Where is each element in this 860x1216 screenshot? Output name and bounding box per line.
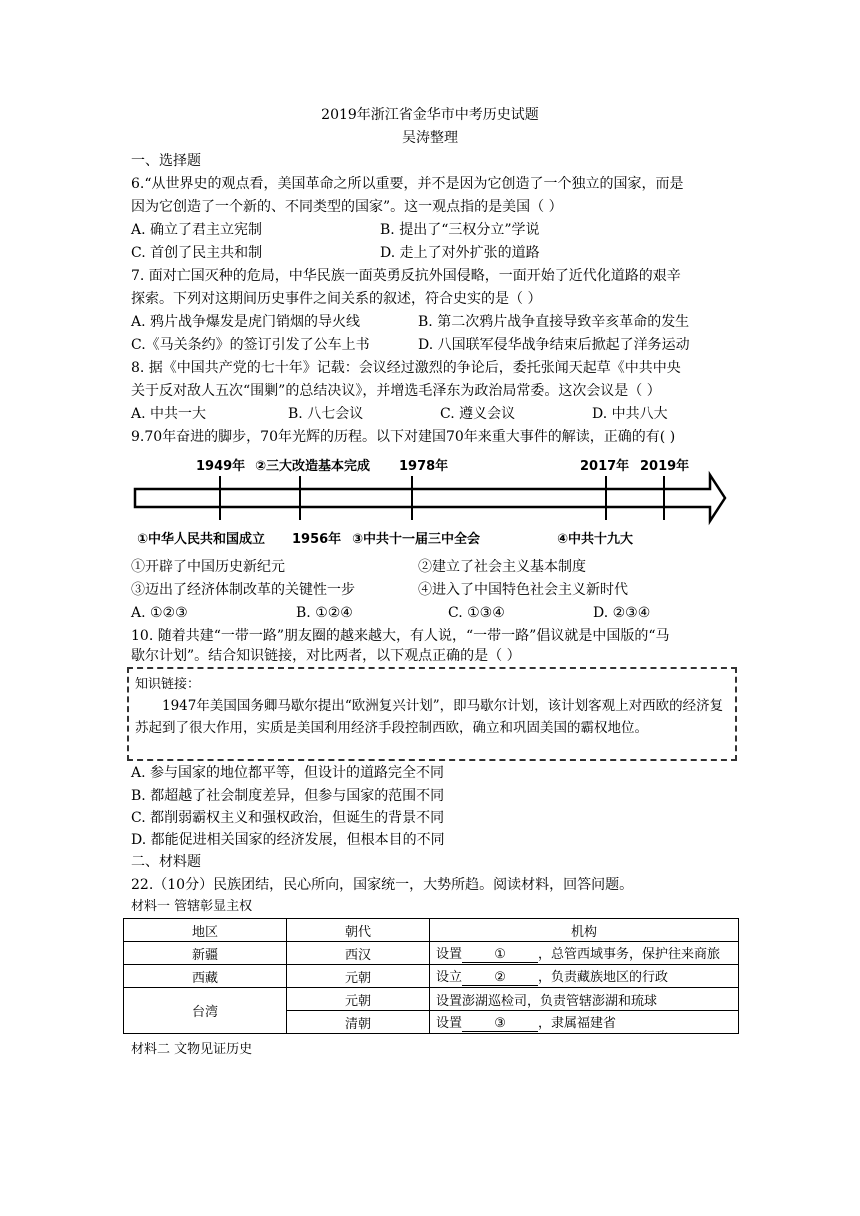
timeline-label-top: 1978年 xyxy=(399,459,449,474)
cell-text: ，负责藏族地区的行政 xyxy=(538,970,669,985)
option-b: B. 八七会议 xyxy=(288,406,364,422)
timeline-label-bottom: ①中华人民共和国成立 xyxy=(137,532,266,547)
material-1-heading: 材料一 管辖彰显主权 xyxy=(131,899,253,914)
cell-text: 设置 xyxy=(436,1016,463,1031)
section-heading: 二、材料题 xyxy=(131,854,201,870)
cell-text: ，隶属福建省 xyxy=(538,1016,617,1031)
section-heading: 一、选择题 xyxy=(131,153,201,169)
region-cell: 西藏 xyxy=(124,965,287,988)
question-10-text: 10. 随着共建“一带一路”朋友圈的越来越大，有人说，“一带一路”倡议就是中国版的“马 xyxy=(131,628,670,644)
cell-text: ，总管西域事务，保护往来商旅 xyxy=(538,947,721,962)
arrow-shape xyxy=(135,475,725,521)
material-table xyxy=(123,918,739,1034)
option-b: B. ①②④ xyxy=(296,605,353,621)
timeline-arrow xyxy=(130,470,730,526)
question-22-text: 22.（10分）民族团结，民心所向，国家统一，大势所趋。阅读材料，回答问题。 xyxy=(131,877,634,893)
answer-blank: ② xyxy=(462,970,538,986)
option-b: B. 提出了“三权分立”学说 xyxy=(380,222,540,238)
timeline-label-top: 2017年 xyxy=(580,459,630,474)
institution-cell: 设置澎湖巡检司，负责管辖澎湖和琉球 xyxy=(430,988,739,1011)
question-7-text: 探索。下列对这期间历史事件之间关系的叙述，符合史实的是（ ） xyxy=(131,291,542,307)
option-b: B. 都超越了社会制度差异，但参与国家的范围不同 xyxy=(131,788,445,804)
option-c: C. 都削弱霸权主义和强权政治，但诞生的背景不同 xyxy=(131,810,445,826)
option-d: D. ②③④ xyxy=(593,605,651,621)
option-c: C. 首创了民主共和制 xyxy=(131,245,263,261)
table-row xyxy=(124,965,739,988)
table-row xyxy=(124,988,739,1011)
option-a: A. 鸦片战争爆发是虎门销烟的导火线 xyxy=(131,314,361,330)
institution-cell xyxy=(430,942,739,965)
option-c: C. ①③④ xyxy=(448,605,505,621)
institution-cell xyxy=(430,965,739,988)
table-header-row xyxy=(124,919,739,942)
timeline-label-bottom: ④中共十九大 xyxy=(557,532,634,547)
material-2-heading: 材料二 文物见证历史 xyxy=(131,1042,253,1057)
region-cell: 新疆 xyxy=(124,942,287,965)
option-d: D. 中共八大 xyxy=(592,406,668,422)
question-10-text: 歇尔计划”。结合知识链接，对比两者，以下观点正确的是（ ） xyxy=(131,648,521,664)
option-a: A. ①②③ xyxy=(131,605,188,621)
page-title: 2019年浙江省金华市中考历史试题 xyxy=(321,107,539,123)
institution-cell xyxy=(430,1011,739,1034)
timeline-label-bottom: ③中共十一届三中全会 xyxy=(352,532,481,547)
dynasty-cell: 元朝 xyxy=(287,988,430,1011)
answer-blank: ③ xyxy=(462,1016,538,1032)
knowledge-link-title: 知识链接： xyxy=(135,677,201,692)
cell-text: 设立 xyxy=(436,970,463,985)
question-6-text: 因为它创造了一个新的、不同类型的国家”。这一观点指的是美国（ ） xyxy=(131,199,563,215)
option-d: D. 八国联军侵华战争结束后掀起了洋务运动 xyxy=(418,337,690,353)
option-d: D. 走上了对外扩张的道路 xyxy=(380,245,540,261)
option-a: A. 中共一大 xyxy=(131,406,207,422)
option-a: A. 参与国家的地位都平等，但设计的道路完全不同 xyxy=(131,765,445,781)
statement-4: ④进入了中国特色社会主义新时代 xyxy=(418,582,628,598)
table-header: 地区 xyxy=(124,919,287,942)
option-d: D. 都能促进相关国家的经济发展，但根本目的不同 xyxy=(131,832,445,848)
region-cell: 台湾 xyxy=(124,988,287,1034)
option-b: B. 第二次鸦片战争直接导致辛亥革命的发生 xyxy=(418,314,690,330)
timeline-label-top: 1949年 xyxy=(196,459,246,474)
statement-3: ③迈出了经济体制改革的关键性一步 xyxy=(131,582,355,598)
statement-2: ②建立了社会主义基本制度 xyxy=(418,559,586,575)
cell-text: 设置 xyxy=(436,947,463,962)
dynasty-cell: 元朝 xyxy=(287,965,430,988)
timeline-label-top: ②三大改造基本完成 xyxy=(255,459,371,474)
table-header: 朝代 xyxy=(287,919,430,942)
table-row xyxy=(124,942,739,965)
table-header: 机构 xyxy=(430,919,739,942)
statement-1: ①开辟了中国历史新纪元 xyxy=(131,559,285,575)
question-9-text: 9.70年奋进的脚步，70年光辉的历程。以下对建国70年来重大事件的解读，正确的有( ) xyxy=(131,429,676,445)
question-8-text: 8. 据《中国共产党的七十年》记载：会议经过激烈的争论后，委托张闻天起草《中共中央 xyxy=(131,360,681,376)
question-8-text: 关于反对敌人五次“围剿”的总结决议》，并增选毛泽东为政治局常委。这次会议是（ ） xyxy=(131,383,661,399)
knowledge-link-box xyxy=(127,667,737,761)
timeline-label-top: 2019年 xyxy=(640,459,690,474)
question-6-text: 6.“从世界史的观点看，美国革命之所以重要，并不是因为它创造了一个独立的国家，而是 xyxy=(131,176,684,192)
question-7-text: 7. 面对亡国灭种的危局，中华民族一面英勇反抗外国侵略，一面开始了近代化道路的艰辛 xyxy=(131,268,681,284)
option-a: A. 确立了君主立宪制 xyxy=(131,222,263,238)
dynasty-cell: 西汉 xyxy=(287,942,430,965)
answer-blank: ① xyxy=(462,947,538,963)
dynasty-cell: 清朝 xyxy=(287,1011,430,1034)
knowledge-link-text: 1947年美国国务卿马歇尔提出“欧洲复兴计划”，即马歇尔计划，该计划客观上对西欧的经济复苏起到了很大作用，实质是美国利用经济手段控制西欧，确立和巩固美国的霸权地位。 xyxy=(135,698,724,736)
option-c: C.《马关条约》的签订引发了公车上书 xyxy=(131,337,370,353)
author-line: 吴涛整理 xyxy=(402,130,458,146)
option-c: C. 遵义会议 xyxy=(440,406,516,422)
timeline-label-bottom: 1956年 xyxy=(292,532,342,547)
